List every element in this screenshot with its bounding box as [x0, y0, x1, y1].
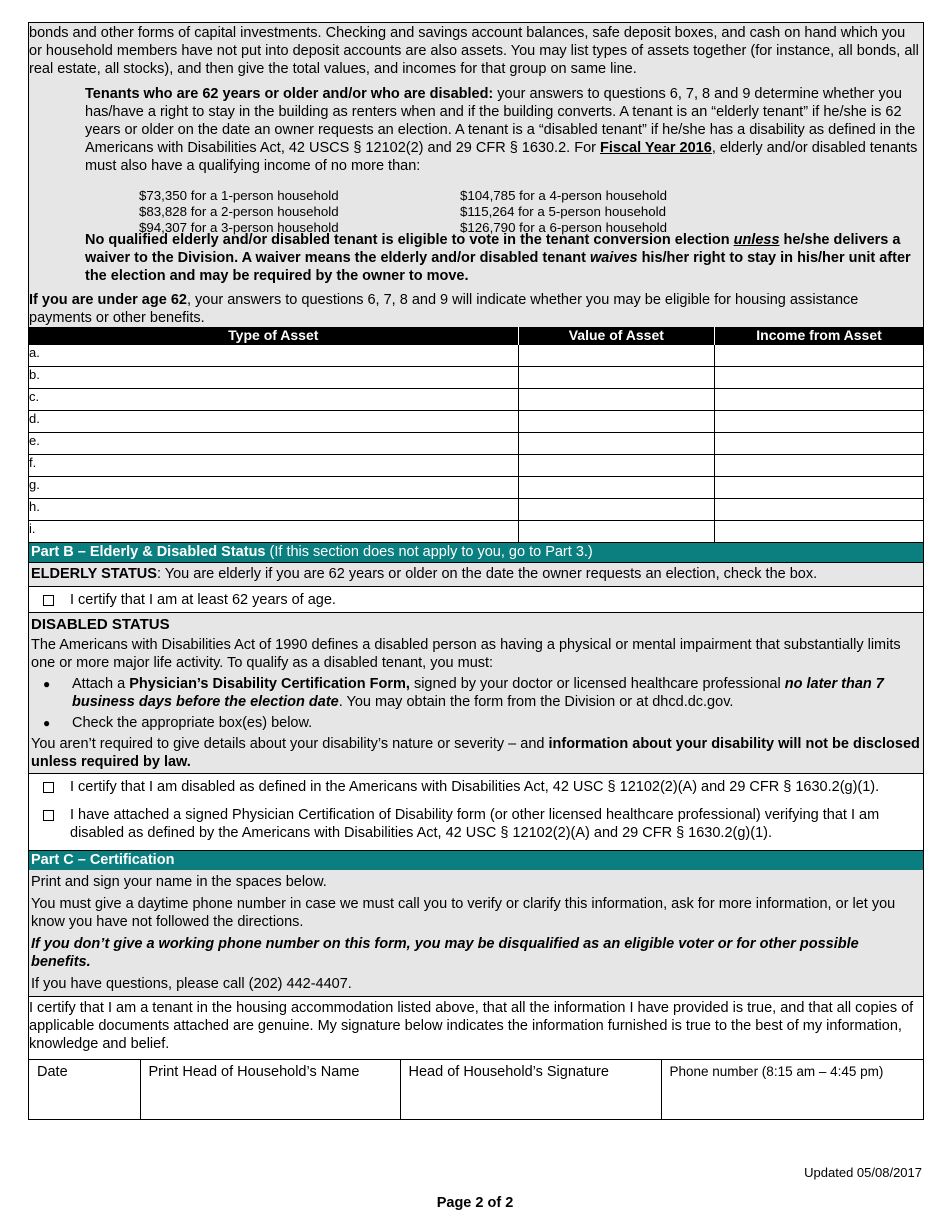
bullet-icon: ● [43, 677, 51, 691]
disabled-status-text: The Americans with Disabilities Act of 1990 defines a disabled person as having a physical or mental impairment that substantially limits one or more major life activity. To qualify as a disabled tenant, you must: [31, 637, 901, 671]
income-limits-left [139, 188, 460, 235]
asset-type-cell[interactable]: i. [29, 521, 518, 543]
income-limit-4: $104,785 for a 4-person household [460, 188, 667, 203]
privacy-text: You aren’t required to give details about your disability’s nature or severity – and [31, 736, 549, 752]
asset-income-cell[interactable] [715, 411, 923, 433]
disabled-checkbox-1[interactable] [43, 782, 54, 793]
table-row [29, 499, 923, 521]
bullet1-deadline: no later than 7 business days before the election date [72, 676, 884, 710]
header-value-of-asset: Value of Asset [518, 327, 714, 345]
under62-text: , your answers to questions 6, 7, 8 and 9 will indicate whether you may be eligible for housing assistance payments or other benefits. [29, 292, 859, 326]
assets-intro: bonds and other forms of capital investments. Checking and savings account balances, safe deposit boxes, and cash on hand which you or household members have not put into deposit accounts are also assets. You may list types of assets together (for instance, all bonds, all real estate, all stocks), and then give the total values, and incomes for that group on same line. [29, 25, 919, 77]
part-c-header [29, 850, 923, 870]
asset-income-cell[interactable] [715, 521, 923, 543]
updated-date: Updated 05/08/2017 [804, 1165, 922, 1180]
bullet1-a: Attach a [72, 676, 130, 692]
assets-section [29, 23, 923, 327]
asset-value-cell[interactable] [518, 389, 714, 411]
income-limit-6: $126,790 for a 6-person household [460, 220, 667, 235]
disabled-status-header: DISABLED STATUS [31, 616, 170, 633]
page-number: Page 2 of 2 [436, 1195, 514, 1211]
under62-bold: If you are under age 62 [29, 292, 187, 308]
income-limit-1: $73,350 for a 1-person household [139, 188, 339, 203]
waiver-part2: he/she delivers a waiver to the Division. A waiver means the elderly and/or disabled tenant [85, 232, 901, 266]
elderly-checkbox[interactable] [43, 595, 54, 606]
asset-value-cell[interactable] [518, 345, 714, 367]
signature-row [29, 1060, 923, 1120]
bullet-check-text: Check the appropriate box(es) below. [72, 715, 313, 731]
form-frame [28, 22, 924, 1120]
part-c-p3: If you don’t give a working phone number on this form, you may be disqualified as an eligible voter or for other possible benefits. [31, 936, 859, 970]
waiver-part1: No qualified elderly and/or disabled tenant is eligible to vote in the tenant conversion election [85, 232, 734, 248]
table-row [29, 367, 923, 389]
signature-field[interactable]: Head of Household’s Signature [400, 1060, 661, 1120]
waiver-waives: waives [589, 250, 638, 266]
asset-type-cell[interactable]: h. [29, 499, 518, 521]
asset-type-cell[interactable]: c. [29, 389, 518, 411]
asset-value-cell[interactable] [518, 455, 714, 477]
bullet1-bold: Physician’s Disability Certification Form, [129, 676, 410, 692]
asset-type-cell[interactable]: d. [29, 411, 518, 433]
attestation-paragraph: I certify that I am a tenant in the housing accommodation listed above, that all the information I have provided is true, and that all copies of applicable documents attached are genuine. My signature below indicates the information furnished is true to the best of my information, knowledge and belief. [29, 996, 923, 1059]
table-row [29, 433, 923, 455]
asset-income-cell[interactable] [715, 367, 923, 389]
asset-income-cell[interactable] [715, 477, 923, 499]
part-c-section [29, 870, 923, 996]
elderly-status-label: ELDERLY STATUS [31, 566, 157, 582]
header-income-from-asset: Income from Asset [715, 327, 923, 345]
waiver-unless: unless [733, 232, 780, 248]
table-row [29, 455, 923, 477]
tenants-lead: Tenants who are 62 years or older and/or who are disabled: [85, 86, 494, 102]
waiver-part3: his/her right to stay in his/her unit after the election and may be required by the owner to move. [85, 250, 911, 284]
privacy-bold: information about your disability will not be disclosed unless required by law. [31, 736, 920, 770]
disabled-cert-text-2: I have attached a signed Physician Certification of Disability form (or other licensed healthcare professional) verifying that I am disabled as defined by the Americans with Disabilities Act, 42 USC § 12102(2)(A) and 29 CFR § 1630.2(g)(1). [70, 807, 880, 841]
asset-value-cell[interactable] [518, 433, 714, 455]
header-type-of-asset: Type of Asset [29, 327, 518, 345]
bullet1-c: . You may obtain the form from the Division or at dhcd.dc.gov. [338, 694, 734, 710]
asset-table-header [29, 327, 923, 345]
income-limit-5: $115,264 for a 5-person household [460, 204, 667, 219]
bullet1-b: signed by your doctor or licensed healthcare professional [409, 676, 785, 692]
asset-income-cell[interactable] [715, 389, 923, 411]
table-row [29, 345, 923, 367]
bullet-check-boxes [31, 714, 921, 732]
asset-income-cell[interactable] [715, 433, 923, 455]
phone-field[interactable]: Phone number (8:15 am – 4:45 pm) [661, 1060, 923, 1120]
table-row [29, 521, 923, 543]
bullet-attach-form [31, 675, 921, 711]
elderly-status [29, 562, 923, 586]
asset-type-cell[interactable]: f. [29, 455, 518, 477]
disabled-cert-row-2 [29, 800, 923, 846]
income-limits [29, 175, 923, 235]
table-row [29, 477, 923, 499]
tenants-paragraph [29, 85, 923, 175]
asset-type-cell[interactable]: g. [29, 477, 518, 499]
asset-value-cell[interactable] [518, 367, 714, 389]
elderly-cert-text: I certify that I am at least 62 years of age. [70, 592, 336, 608]
print-name-field[interactable]: Print Head of Household’s Name [140, 1060, 400, 1120]
bullet-icon: ● [43, 716, 51, 730]
asset-type-cell[interactable]: b. [29, 367, 518, 389]
asset-value-cell[interactable] [518, 499, 714, 521]
asset-table [29, 327, 923, 542]
disabled-status-section [29, 612, 923, 773]
under62-paragraph [29, 291, 923, 327]
part-b-header [29, 542, 923, 562]
part-c-title: Part C – Certification [31, 852, 175, 868]
disabled-cert-text-1: I certify that I am disabled as defined in the Americans with Disabilities Act, 42 USC § 12102(2)(A) and 29 CFR § 1630.2(g)(1). [70, 779, 880, 795]
waiver-paragraph [29, 228, 923, 291]
part-c-p4: If you have questions, please call (202) 442-4407. [31, 976, 352, 992]
income-limits-right [460, 188, 781, 235]
asset-type-cell[interactable]: e. [29, 433, 518, 455]
income-limit-3: $94,307 for a 3-person household [139, 220, 339, 235]
asset-type-cell[interactable]: a. [29, 345, 518, 367]
asset-income-cell[interactable] [715, 455, 923, 477]
asset-income-cell[interactable] [715, 499, 923, 521]
asset-income-cell[interactable] [715, 345, 923, 367]
fiscal-year: Fiscal Year 2016 [600, 140, 712, 156]
part-c-p1: Print and sign your name in the spaces below. [31, 874, 327, 890]
elderly-cert-row [29, 586, 923, 612]
disabled-cert-section [29, 773, 923, 850]
asset-value-cell[interactable] [518, 521, 714, 543]
bullet-attach-text [72, 675, 921, 711]
asset-value-cell[interactable] [518, 477, 714, 499]
disabled-checkbox-2[interactable] [43, 810, 54, 821]
disabled-cert-row-1 [29, 776, 923, 800]
income-limit-2: $83,828 for a 2-person household [139, 204, 339, 219]
part-b-note: (If this section does not apply to you, go to Part 3.) [265, 544, 593, 560]
elderly-status-text: : You are elderly if you are 62 years or older on the date the owner requests an election, check the box. [156, 566, 818, 582]
date-field[interactable]: Date [29, 1060, 140, 1120]
signature-table [29, 1059, 923, 1120]
table-row [29, 389, 923, 411]
tenants-text1: your answers to questions 6, 7, 8 and 9 determine whether you has/have a right to stay in the building as renters when and if the building converts. A tenant is an “elderly tenant” if he/she is 62 years or older on the date an owner requests an election. A tenant is a “disabled tenant” if he/she has a disability as defined in the Americans with Disabilities Act, 42 USCS § 12102(2) and 29 CFR § 1630.2. For [85, 86, 916, 156]
asset-value-cell[interactable] [518, 411, 714, 433]
part-c-p2: You must give a daytime phone number in case we must call you to verify or clarify this information, ask for more information, or let you know you have not followed the directions. [31, 896, 896, 930]
table-row [29, 411, 923, 433]
part-b-title: Part B – Elderly & Disabled Status [31, 544, 266, 560]
privacy-paragraph [31, 735, 921, 771]
tenants-text2: , elderly and/or disabled tenants must also have a qualifying income of no more than: [85, 140, 918, 174]
